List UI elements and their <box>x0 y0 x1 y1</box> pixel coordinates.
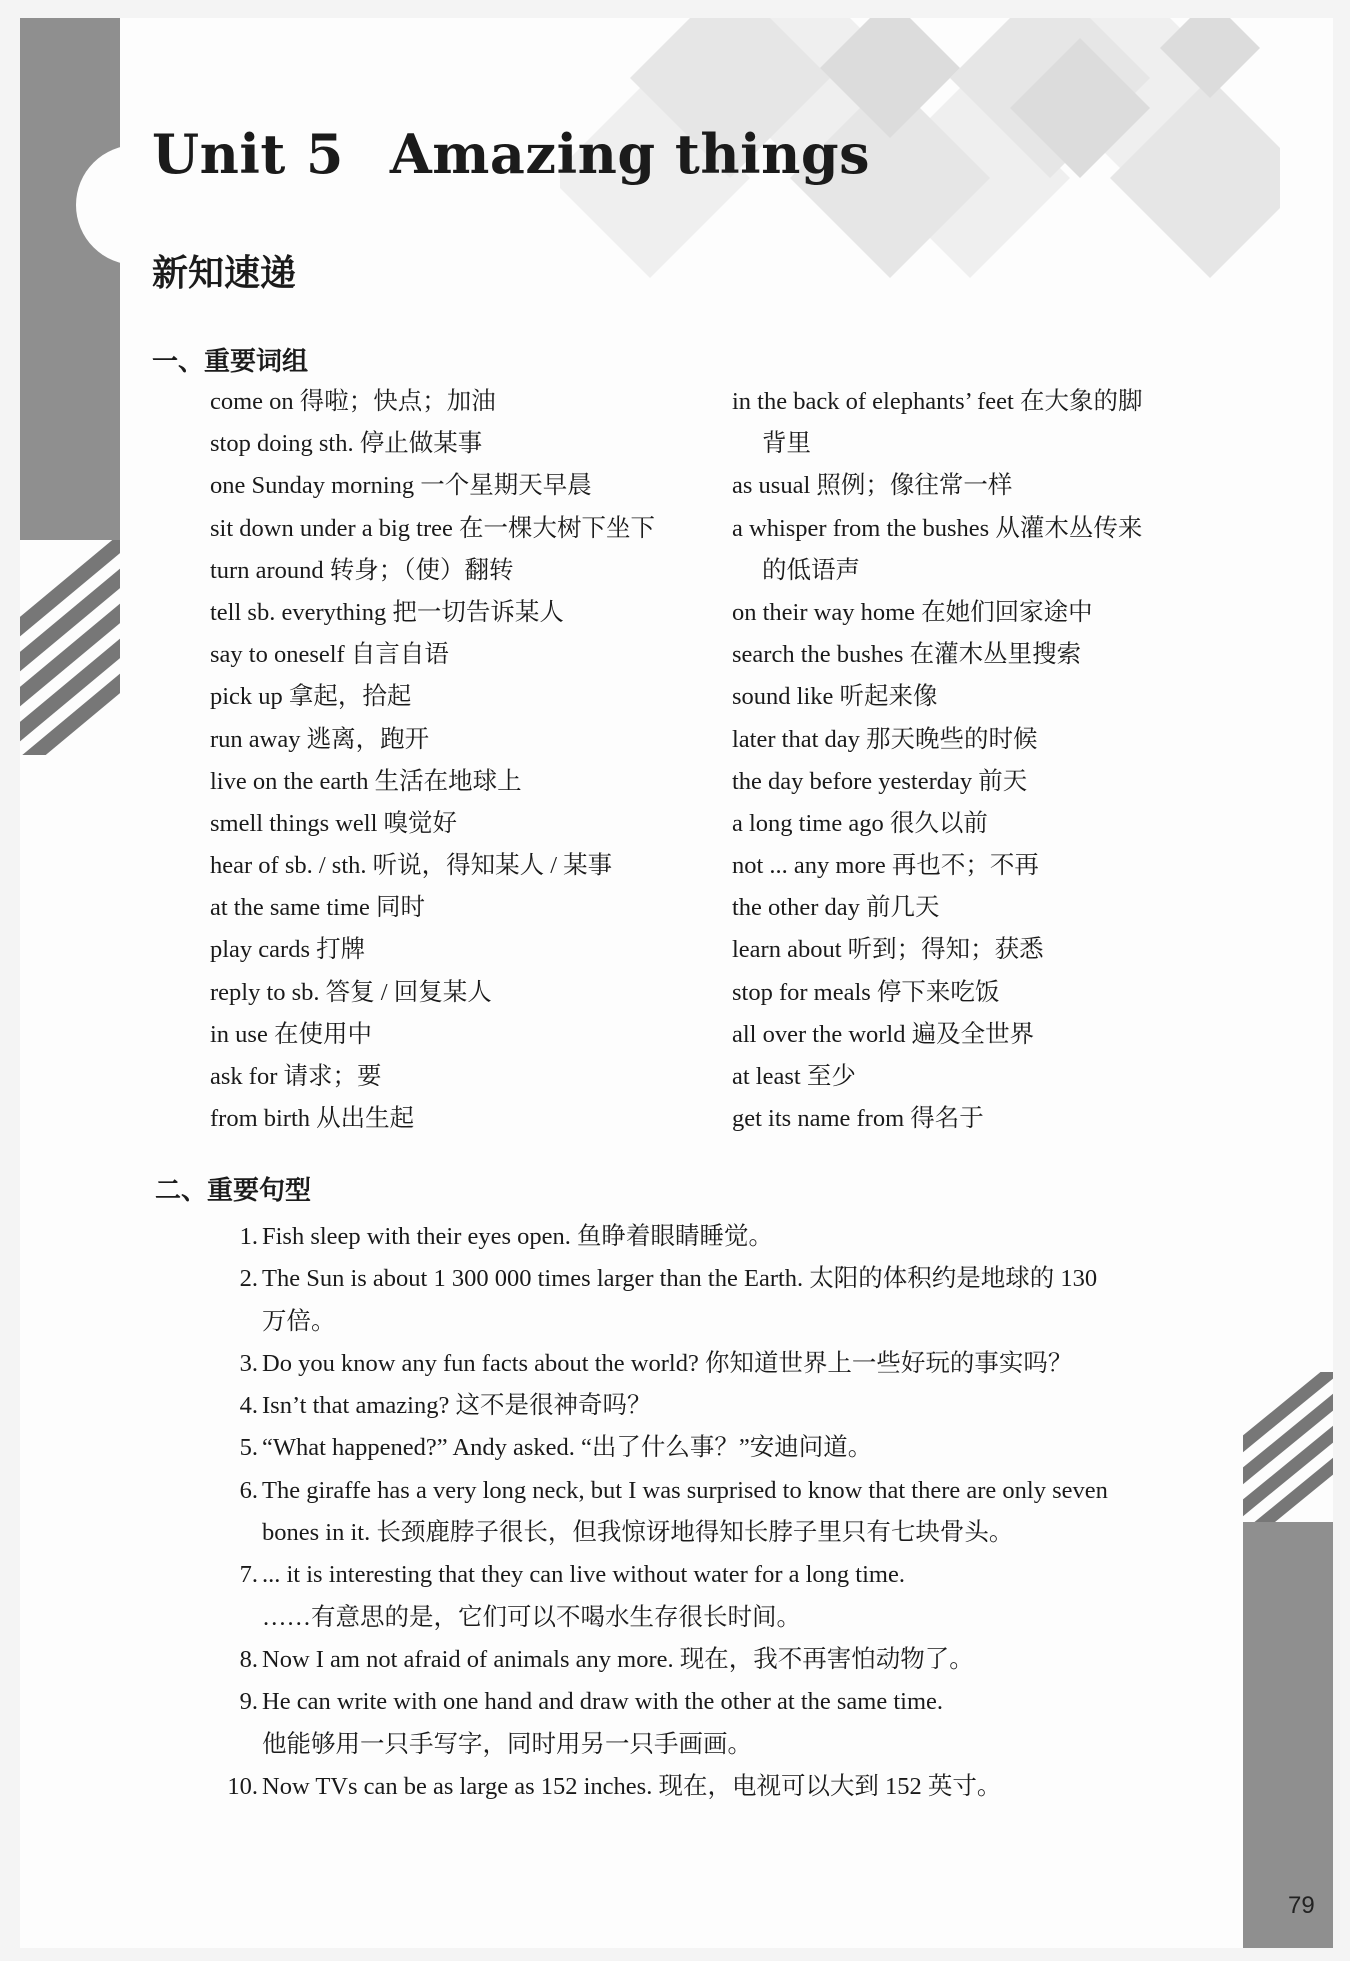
sentence-number: 10. <box>227 1772 258 1800</box>
phrase-item: tell sb. everything 把一切告诉某人 <box>210 598 564 626</box>
phrase-item: live on the earth 生活在地球上 <box>210 767 522 795</box>
sentence-text: ……有意思的是，它们可以不喝水生存很长时间。 <box>262 1603 801 1631</box>
sentence-number: 9. <box>239 1688 258 1716</box>
unit-number: 5 <box>305 122 344 186</box>
phrases-heading: 一、重要词组 <box>152 347 309 377</box>
sentence-number: 8. <box>239 1645 258 1673</box>
phrase-item: ask for 请求；要 <box>210 1063 382 1090</box>
phrase-item: run away 逃离，跑开 <box>210 725 430 753</box>
sentence-item <box>222 1258 1108 1300</box>
phrase-item: 背里 <box>762 430 811 458</box>
phrase-item: not ... any more 再也不；不再 <box>732 852 1039 880</box>
page-number: 79 <box>1288 1892 1315 1919</box>
sentence-item <box>222 1385 1108 1427</box>
phrase-item: the other day 前几天 <box>732 894 940 922</box>
phrase-item: sound like 听起来像 <box>732 683 938 711</box>
sentence-item <box>222 1554 1108 1596</box>
phrase-item: all over the world 遍及全世界 <box>732 1020 1035 1048</box>
sentence-number: 2. <box>239 1265 258 1293</box>
sentences-heading: 二、重要句型 <box>155 1176 312 1206</box>
phrase-item: reply to sb. 答复 / 回复某人 <box>210 978 492 1006</box>
sentence-text: bones in it. 长颈鹿脖子很长，但我惊讶地得知长脖子里只有七块骨头。 <box>262 1519 1014 1547</box>
sentence-item <box>222 1766 1108 1808</box>
sentence-number: 4. <box>239 1392 258 1420</box>
sentence-item <box>222 1470 1108 1512</box>
phrase-item: at the same time 同时 <box>210 894 425 922</box>
phrase-item: from birth 从出生起 <box>210 1105 415 1133</box>
phrase-item: play cards 打牌 <box>210 936 366 964</box>
phrase-item: pick up 拿起，拾起 <box>210 683 412 711</box>
sentence-number: 3. <box>239 1349 258 1377</box>
sentence-text: He can write with one hand and draw with the other at the same time. <box>262 1688 944 1716</box>
phrase-item: a long time ago 很久以前 <box>732 809 988 837</box>
sentence-text: Do you know any fun facts about the world? 你知道世界上一些好玩的事实吗？ <box>262 1349 1073 1377</box>
sentence-continuation <box>222 1597 1108 1639</box>
sentence-text: The giraffe has a very long neck, but I was surprised to know that there are only seven <box>262 1476 1108 1504</box>
sentence-continuation <box>222 1724 1108 1766</box>
phrase-list-right <box>732 381 1142 1140</box>
phrase-item: come on 得啦；快点；加油 <box>210 388 496 415</box>
phrase-list-left <box>210 381 655 1140</box>
sentence-text: 他能够用一只手写字，同时用另一只手画画。 <box>262 1730 752 1758</box>
sentence-number: 5. <box>239 1434 258 1462</box>
phrase-item: learn about 听到；得知；获悉 <box>732 936 1044 964</box>
phrase-item: hear of sb. / sth. 听说，得知某人 / 某事 <box>210 852 613 880</box>
phrase-item: at least 至少 <box>732 1063 856 1090</box>
phrase-item: in use 在使用中 <box>210 1020 372 1048</box>
sentence-text: The Sun is about 1 300 000 times larger than the Earth. 太阳的体积约是地球的 130 <box>262 1265 1098 1293</box>
phrase-item: in the back of elephants’ feet 在大象的脚 <box>732 388 1143 415</box>
phrase-item: say to oneself 自言自语 <box>210 641 449 669</box>
sentence-continuation <box>222 1512 1108 1554</box>
sentence-item <box>222 1639 1108 1681</box>
sentence-item <box>222 1343 1108 1385</box>
phrase-item: one Sunday morning 一个星期天早晨 <box>210 472 592 500</box>
section-title: 新知速递 <box>152 253 297 294</box>
unit-label: Unit <box>152 122 286 186</box>
phrase-item: later that day 那天晚些的时候 <box>732 725 1038 753</box>
phrase-item: as usual 照例；像往常一样 <box>732 472 1013 500</box>
sentence-number: 7. <box>239 1561 258 1589</box>
phrase-item: a whisper from the bushes 从灌木丛传来 <box>732 514 1143 542</box>
right-stripe-decoration <box>1243 1372 1333 1522</box>
sentence-list <box>222 1216 1108 1808</box>
phrase-item: stop for meals 停下来吃饭 <box>732 978 1000 1006</box>
sentence-text: “What happened?” Andy asked. “出了什么事？”安迪问道。 <box>262 1434 873 1462</box>
phrase-item: get its name from 得名于 <box>732 1105 984 1133</box>
sentence-text: Isn’t that amazing? 这不是很神奇吗？ <box>262 1392 652 1420</box>
sentence-continuation <box>222 1301 1108 1343</box>
sentence-text: Now TVs can be as large as 152 inches. 现在，电视可以大到 152 英寸。 <box>262 1772 1002 1800</box>
phrase-item: 的低语声 <box>762 556 860 584</box>
left-stripe-decoration <box>20 540 120 755</box>
sentence-number: 1. <box>239 1223 258 1250</box>
sentence-text: Now I am not afraid of animals any more. 现在，我不再害怕动物了。 <box>262 1645 974 1673</box>
unit-name: Amazing things <box>389 122 871 186</box>
sentence-text: ... it is interesting that they can live without water for a long time. <box>262 1561 905 1589</box>
unit-title <box>152 122 870 186</box>
sentence-number: 6. <box>239 1476 258 1504</box>
sentence-item <box>222 1681 1108 1723</box>
phrase-item: stop doing sth. 停止做某事 <box>210 430 483 458</box>
phrase-item: sit down under a big tree 在一棵大树下坐下 <box>210 514 656 542</box>
sentence-item <box>222 1427 1108 1469</box>
phrase-item: smell things well 嗅觉好 <box>210 809 458 837</box>
phrase-item: turn around 转身；（使）翻转 <box>210 556 514 584</box>
right-margin-bar <box>1243 1522 1333 1948</box>
phrase-item: on their way home 在她们回家途中 <box>732 598 1093 626</box>
phrase-item: search the bushes 在灌木丛里搜索 <box>732 641 1082 669</box>
sentence-text: 万倍。 <box>262 1307 336 1335</box>
sentence-text: Fish sleep with their eyes open. 鱼睁着眼睛睡觉。 <box>262 1223 774 1250</box>
sentence-item <box>222 1216 1108 1258</box>
phrase-item: the day before yesterday 前天 <box>732 767 1028 795</box>
